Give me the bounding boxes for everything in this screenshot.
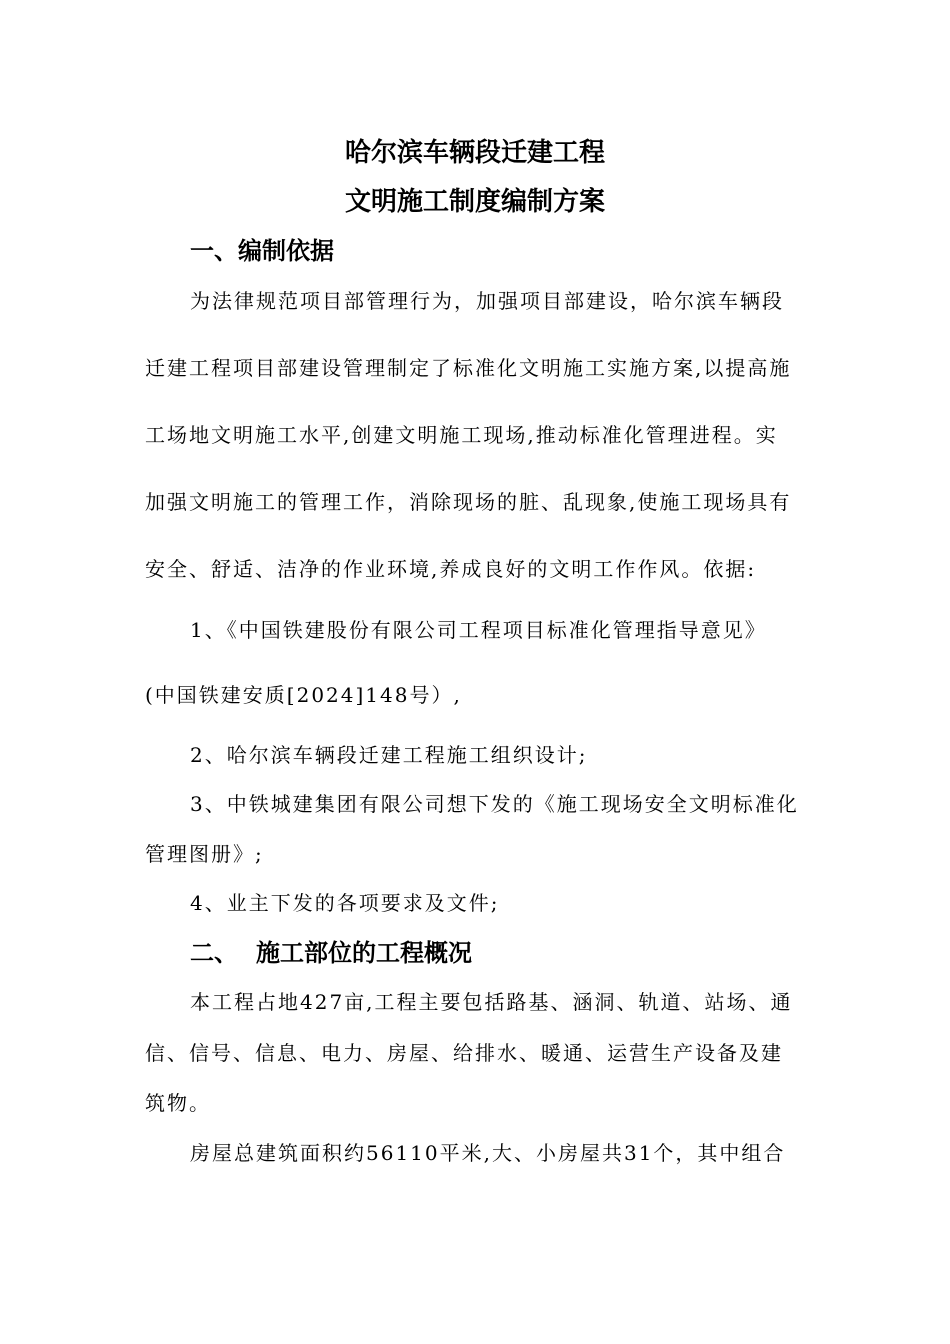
basis-item-line: 3、中铁城建集团有限公司想下发的《施工现场安全文明标准化 — [190, 792, 799, 816]
section2-heading — [190, 937, 472, 969]
document-title-line1: 哈尔滨车辆段迁建工程 — [344, 138, 605, 168]
section2-paragraph-line: 本工程占地427亩,工程主要包括路基、涵洞、轨道、站场、通 — [190, 990, 793, 1014]
basis-item-line: 管理图册》; — [145, 842, 264, 866]
basis-item-line: 2、哈尔滨车辆段迁建工程施工组织设计; — [190, 743, 588, 767]
basis-item-line: 4、业主下发的各项要求及文件; — [190, 891, 500, 915]
section1-paragraph-line: 安全、舒适、洁净的作业环境,养成良好的文明工作作风。依据: — [145, 557, 757, 581]
section1-paragraph-line: 为法律规范项目部管理行为，加强项目部建设，哈尔滨车辆段 — [190, 289, 784, 313]
section1-paragraph-line: 迁建工程项目部建设管理制定了标准化文明施工实施方案,以提高施 — [145, 356, 792, 380]
section2-title: 施工部位的工程概况 — [256, 939, 472, 967]
section1-paragraph-line: 加强文明施工的管理工作，消除现场的脏、乱现象,使施工现场具有 — [145, 490, 792, 514]
section2-paragraph-line: 信、信号、信息、电力、房屋、给排水、暖通、运营生产设备及建 — [145, 1041, 783, 1065]
section1-paragraph-line: 工场地文明施工水平,创建文明施工现场,推动标准化管理进程。实 — [145, 423, 778, 447]
basis-item-line: 1、《中国铁建股份有限公司工程项目标准化管理指导意见》 — [190, 618, 767, 642]
basis-item-line: (中国铁建安质[2024]148号）, — [145, 683, 462, 707]
section1-heading — [190, 235, 334, 267]
section2-paragraph-line: 房屋总建筑面积约56110平米,大、小房屋共31个，其中组合 — [190, 1141, 786, 1165]
section2-paragraph-line: 筑物。 — [145, 1091, 211, 1115]
section2-number: 二、 — [190, 939, 238, 967]
section1-number: 一、 — [190, 237, 238, 265]
document-title-line2: 文明施工制度编制方案 — [344, 187, 605, 217]
section1-title: 编制依据 — [238, 237, 334, 265]
